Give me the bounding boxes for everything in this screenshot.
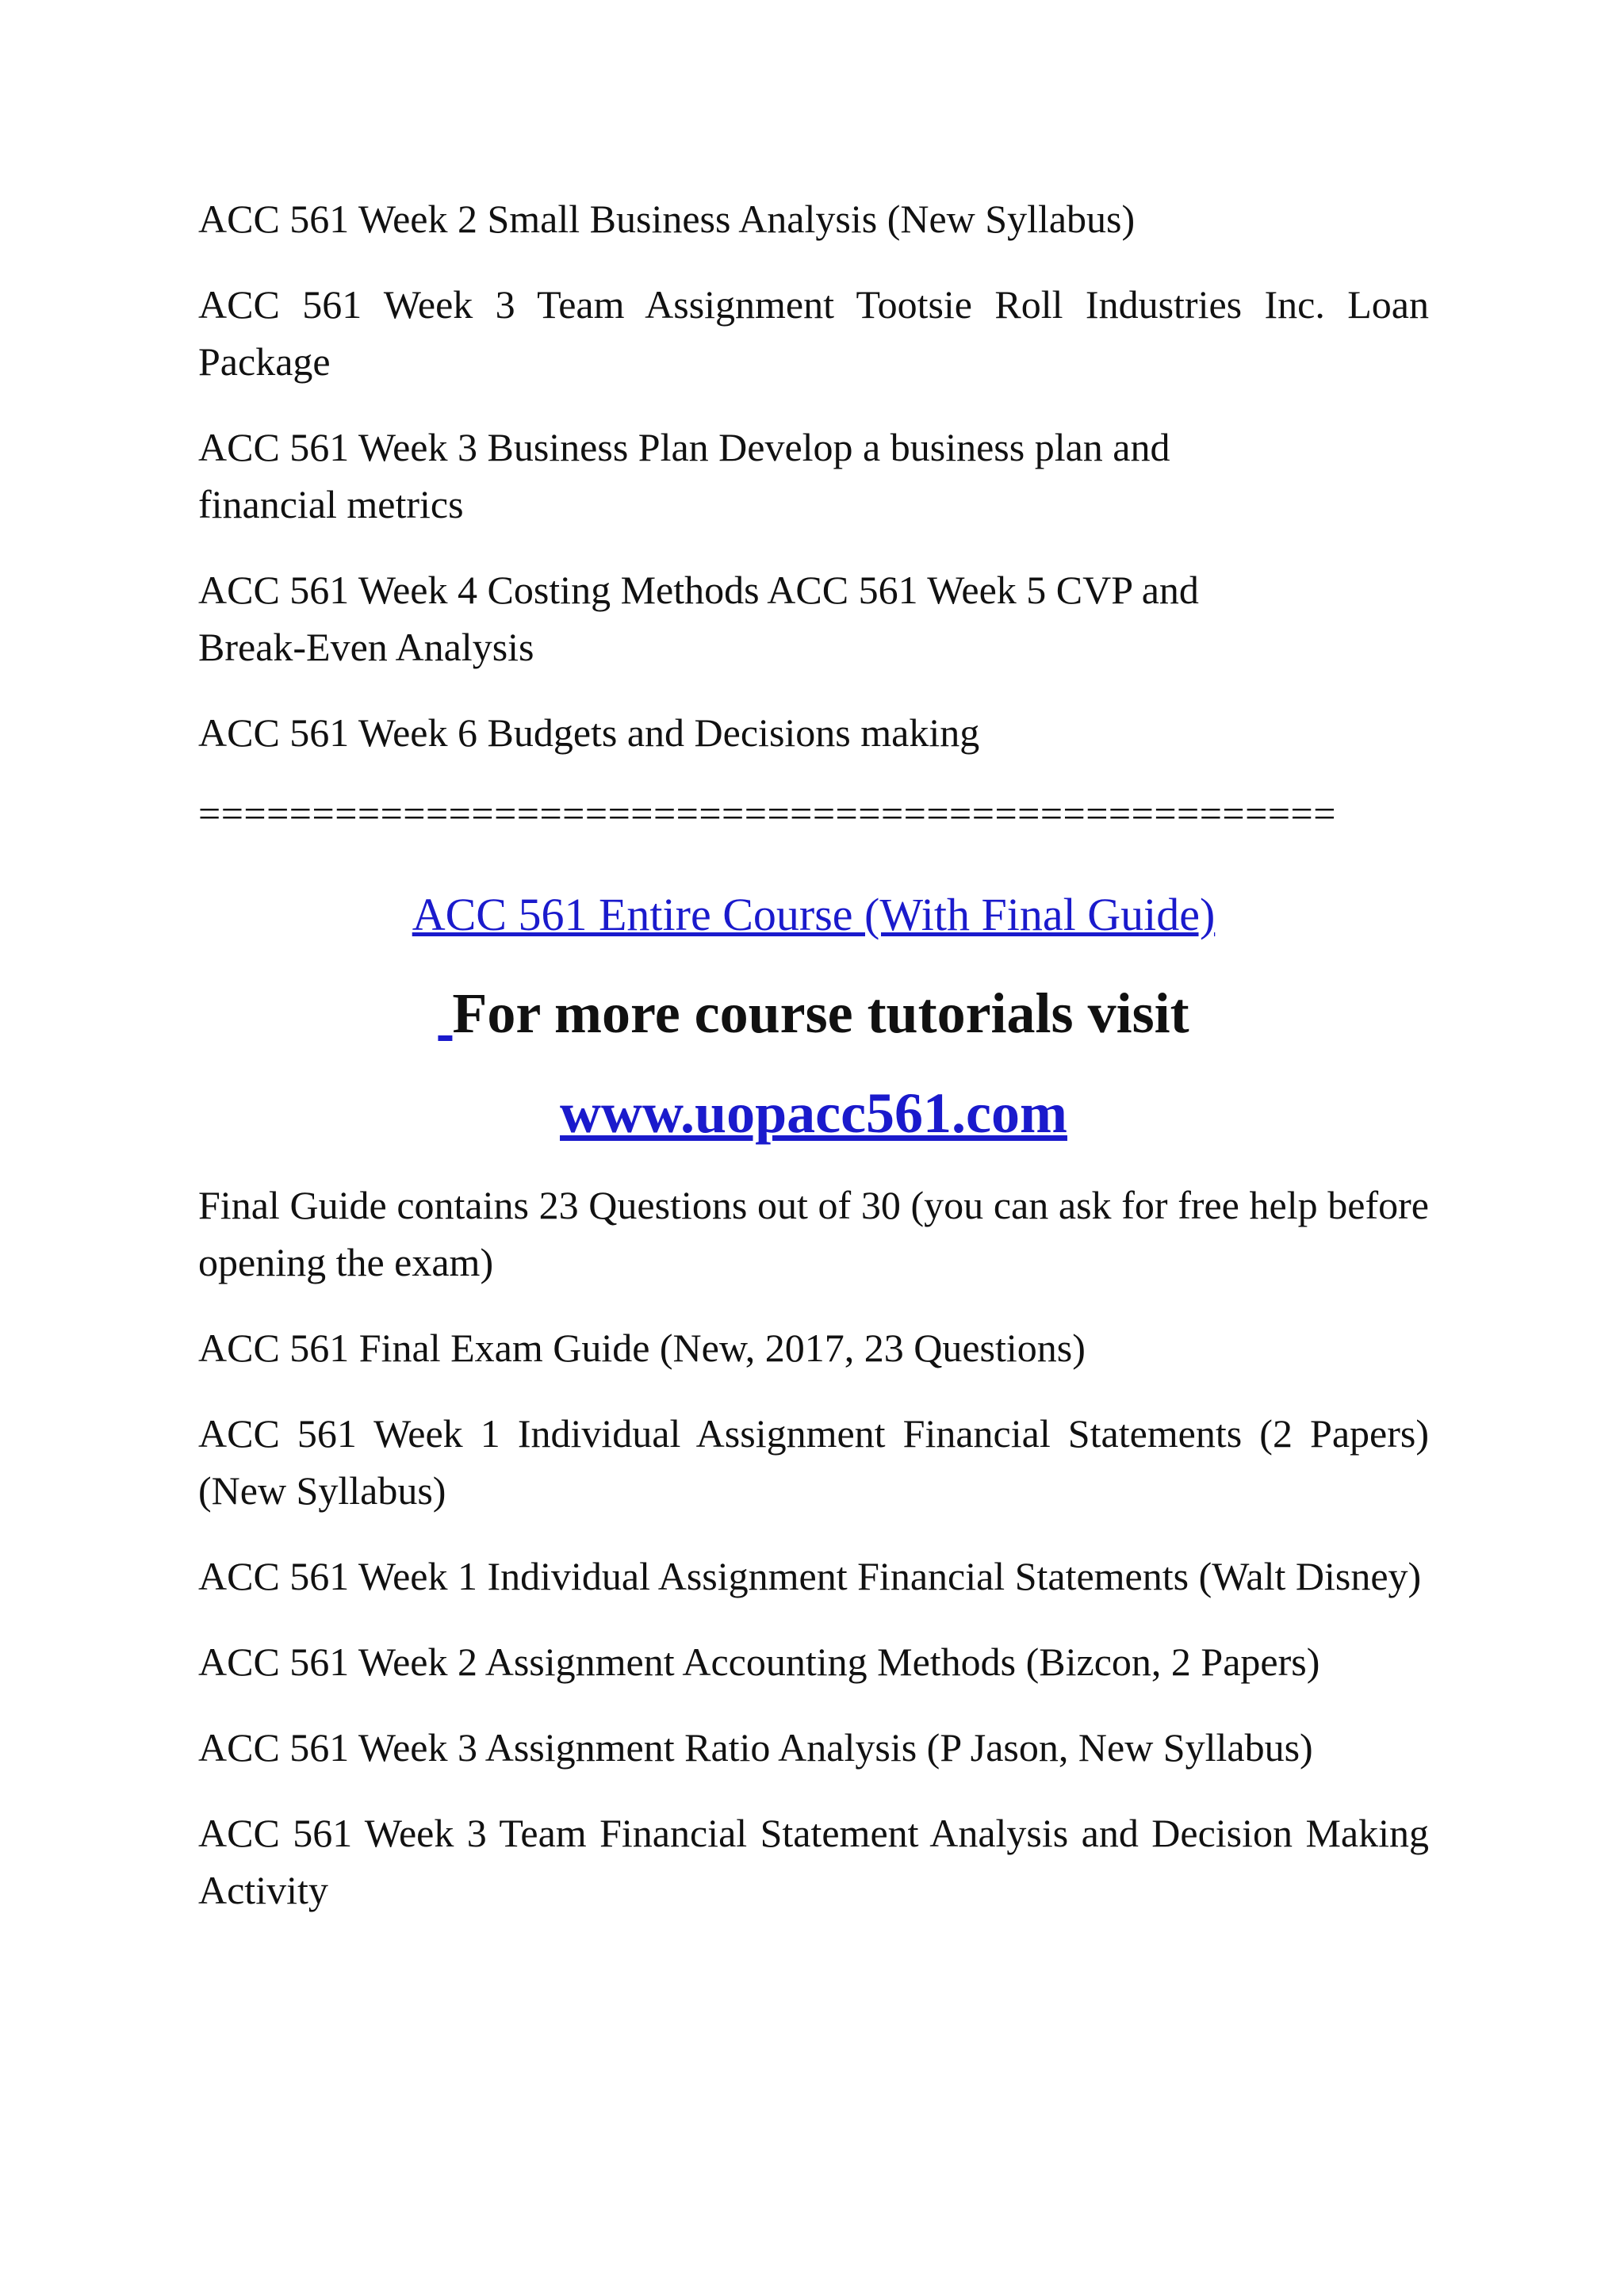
website-link[interactable]: www.uopacc561.com: [560, 1081, 1067, 1145]
course-item-week3-ratio-analysis: ACC 561 Week 3 Assignment Ratio Analysis (P Jason, New Syllabus): [198, 1725, 1313, 1770]
visit-heading-text: For more course tutorials visit: [452, 982, 1189, 1045]
document-page: [198, 190, 1429, 1947]
course-item-week6-budgets: ACC 561 Week 6 Budgets and Decisions making: [198, 710, 980, 755]
course-item-week3-team-financial-analysis: ACC 561 Week 3 Team Financial Statement Analysis and Decision Making Activity: [198, 1811, 1429, 1912]
course-item-final-exam: ACC 561 Final Exam Guide (New, 2017, 23 Questions): [198, 1326, 1086, 1370]
heading-link-fragment[interactable]: [438, 982, 452, 1045]
separator-line: ==================================================: [198, 791, 1336, 836]
final-guide-description: Final Guide contains 23 Questions out of 30 (you can ask for free help before opening the exam): [198, 1183, 1429, 1284]
course-item-week2-small-business: ACC 561 Week 2 Small Business Analysis (New Syllabus): [198, 197, 1136, 241]
visit-heading: [198, 975, 1429, 1051]
entire-course-link[interactable]: ACC 561 Entire Course (With Final Guide): [412, 889, 1216, 940]
course-item-week1-walt-disney: ACC 561 Week 1 Individual Assignment Financial Statements (Walt Disney): [198, 1554, 1422, 1598]
course-item-week3-tootsie-roll: ACC 561 Week 3 Team Assignment Tootsie Roll Industries Inc. Loan Package: [198, 282, 1429, 384]
course-item-week1-financial-statements-2-papers: ACC 561 Week 1 Individual Assignment Financial Statements (2 Papers) (New Syllabus): [198, 1411, 1429, 1513]
course-item-week2-accounting-methods: ACC 561 Week 2 Assignment Accounting Methods (Bizcon, 2 Papers): [198, 1640, 1320, 1684]
course-item-week4-costing: ACC 561 Week 4 Costing Methods ACC 561 Week 5 CVP and Break-Even Analysis: [198, 568, 1199, 669]
course-item-week3-business-plan: ACC 561 Week 3 Business Plan Develop a business plan and financial metrics: [198, 425, 1170, 526]
